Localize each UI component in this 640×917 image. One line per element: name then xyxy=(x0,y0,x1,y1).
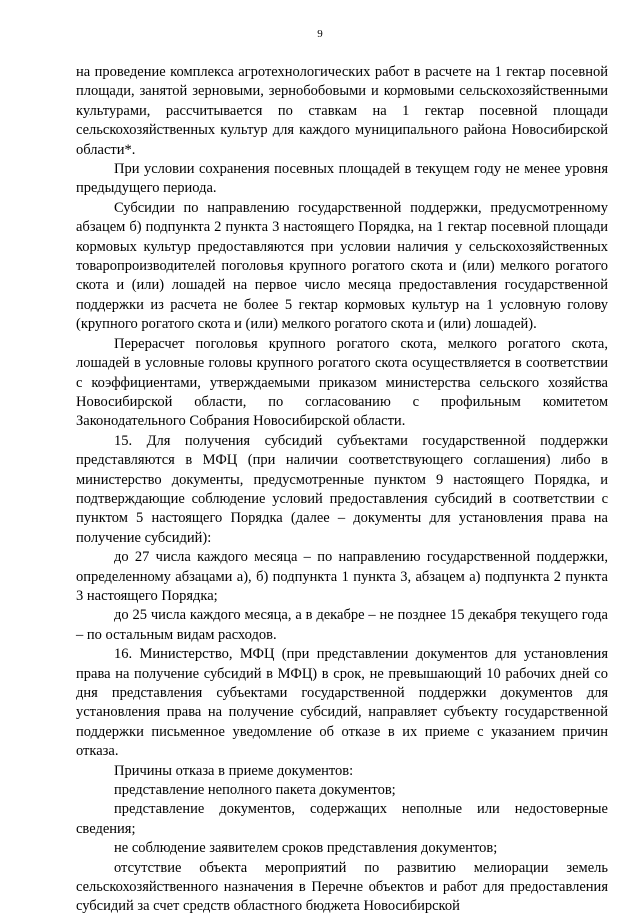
paragraph-deadline-27: до 27 числа каждого месяца – по направлению государственной поддержки, определенному абзацами а), б) подпункта 1 пункта 3, абзацем а) подпункта 2 пункта 3 настоящего Порядка; xyxy=(76,549,608,604)
paragraph-item-16: 16. Министерство, МФЦ (при представлении документов для установления права на получение субсидий в МФЦ) в срок, не превышающий 10 рабочих дней со дня представления субъектами государственной поддержки документов для установления права на получение субсидий, направляет субъекту государственной поддержки письменное уведомление об отказе в их приеме с указанием причин отказа. xyxy=(76,646,608,760)
paragraph-reason-invalid-documents: представление документов, содержащих неполные или недостоверные сведения; xyxy=(76,801,608,837)
paragraph-condition: При условии сохранения посевных площадей в текущем году не менее уровня предыдущего периода. xyxy=(76,161,608,197)
document-body xyxy=(76,63,608,917)
paragraph-continuation: на проведение комплекса агротехнологических работ в расчете на 1 гектар посевной площади, занятой зерновыми, зернобобовыми и кормовыми сельскохозяйственными культурами, рассчитывается по ставкам на 1 гектар посевной площади сельскохозяйственных культур для каждого муниципального района Новосибирской области*. xyxy=(76,64,608,158)
paragraph-deadline-25: до 25 числа каждого месяца, а в декабре – не позднее 15 декабря текущего года – по остальным видам расходов. xyxy=(76,607,608,643)
paragraph-fodder-subsidy: Субсидии по направлению государственной поддержки, предусмотренному абзацем б) подпункта 2 пункта 3 настоящего Порядка, на 1 гектар посевной площади кормовых культур предоставляются при условии наличия у сельскохозяйственных товаропроизводителей поголовья крупного рогатого скота и (или) мелкого рогатого скота и (или) лошадей на первое число месяца предоставления государственной поддержки из расчета не более 5 гектар кормовых культур на 1 условную голову (крупного рогатого скота и (или) мелкого рогатого скота и (или) лошадей). xyxy=(76,199,608,333)
page-number: 9 xyxy=(317,28,323,40)
paragraph-reason-deadlines: не соблюдение заявителем сроков представления документов; xyxy=(114,840,498,857)
paragraph-reason-incomplete-package: представление неполного пакета документов; xyxy=(114,782,396,799)
paragraph-item-15: 15. Для получения субсидий субъектами государственной поддержки представляются в МФЦ (при наличии соответствующего соглашения) либо в министерство документы, предусмотренные пунктом 9 настоящего Порядка, и подтверждающие соблюдение условий предоставления субсидий в соответствии с пунктом 5 настоящего Порядка (далее – документы для установления права на получение субсидий): xyxy=(76,432,608,546)
paragraph-reason-missing-object: отсутствие объекта мероприятий по развитию мелиорации земель сельскохозяйственного назначения в Перечне объектов и работ для предоставления субсидий за счет средств областного бюджета Новосибирской xyxy=(76,859,608,915)
paragraph-refusal-reasons-heading: Причины отказа в приеме документов: xyxy=(114,762,354,779)
paragraph-livestock-recalc: Перерасчет поголовья крупного рогатого скота, мелкого рогатого скота, лошадей в условные головы крупного рогатого скота осуществляется в соответствии с коэффициентами, утверждаемыми приказом министерства сельского хозяйства Новосибирской области, по согласованию с профильным комитетом Законодательного Собрания Новосибирской области. xyxy=(76,335,608,430)
